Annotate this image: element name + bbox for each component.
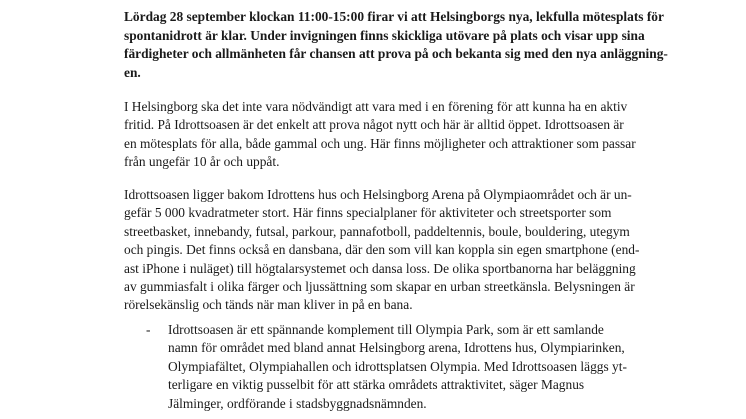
paragraph-line: streetbasket, innebandy, futsal, parkour, pannafotboll, paddeltennis, boule, bouldering, utegym: [124, 223, 630, 239]
paragraph-line: en mötesplats för alla, både gammal och ung. Här finns möjligheter och attraktioner som passar: [124, 135, 636, 151]
paragraph-line: Idrottsoasen ligger bakom Idrottens hus och Helsingborg Arena på Olympiaområdet och är un-: [124, 187, 632, 202]
lead-paragraph: [124, 8, 668, 82]
paragraph-line: från ungefär 10 år och uppåt.: [124, 154, 280, 170]
bullet-text: [168, 321, 668, 413]
body-paragraph-2: [124, 186, 664, 315]
lead-line: en.: [124, 64, 141, 80]
paragraph-line: ast iPhone i nuläget) till högtalarsystemet och dansa loss. De olika sportbanorna har beläggning: [124, 260, 636, 276]
bullet-line: terligare en viktig pusselbit för att stärka områdets attraktivitet, säger Magnus: [168, 377, 585, 393]
paragraph-line: I Helsingborg ska det inte vara nödvändigt att vara med i en förening för att kunna ha en aktiv: [124, 99, 628, 114]
paragraph-line: och pingis. Det finns också en dansbana, där den som vill kan koppla sin egen smartphone (end-: [124, 242, 640, 258]
paragraph-line: rörelsekänslig och tänds när man kliver in på en bana.: [124, 297, 413, 313]
bullet-line: Olympiafältet, Olympiahallen och idrottsplatsen Olympia. Med Idrottsoasen läggs yt-: [168, 358, 627, 374]
bullet-line: Jälminger, ordförande i stadsbyggnadsnämnden.: [168, 395, 427, 411]
lead-line: Lördag 28 september klockan 11:00-15:00 firar vi att Helsingborgs nya, lekfulla mötesplats för: [124, 9, 664, 24]
body-paragraph-1: [124, 98, 664, 172]
bullet-line: namn för området med bland annat Helsingborg arena, Idrottens hus, Olympiarinken,: [168, 340, 625, 356]
lead-line: spontanidrott är klar. Under invigningen finns skickliga utövare på plats och visar upp sina: [124, 27, 645, 43]
bullet-line: Idrottsoasen är ett spännande komplement till Olympia Park, som är ett samlande: [168, 322, 604, 337]
bullet-dash: -: [146, 322, 151, 337]
lead-line: färdigheter och allmänheten får chansen att prova på och bekanta sig med den nya anläggning-: [124, 46, 668, 62]
paragraph-line: gefär 5 000 kvadratmeter stort. Här finns specialplaner för aktiviteter och streetsporter som: [124, 205, 612, 221]
paragraph-line: av gummiasfalt i olika färger och ljussättning som skapar en urban streetkänsla. Belysningen är: [124, 279, 635, 295]
paragraph-line: fritid. På Idrottsoasen är det enkelt att prova något nytt och här är alltid öppet. Idrottsoasen är: [124, 117, 624, 133]
